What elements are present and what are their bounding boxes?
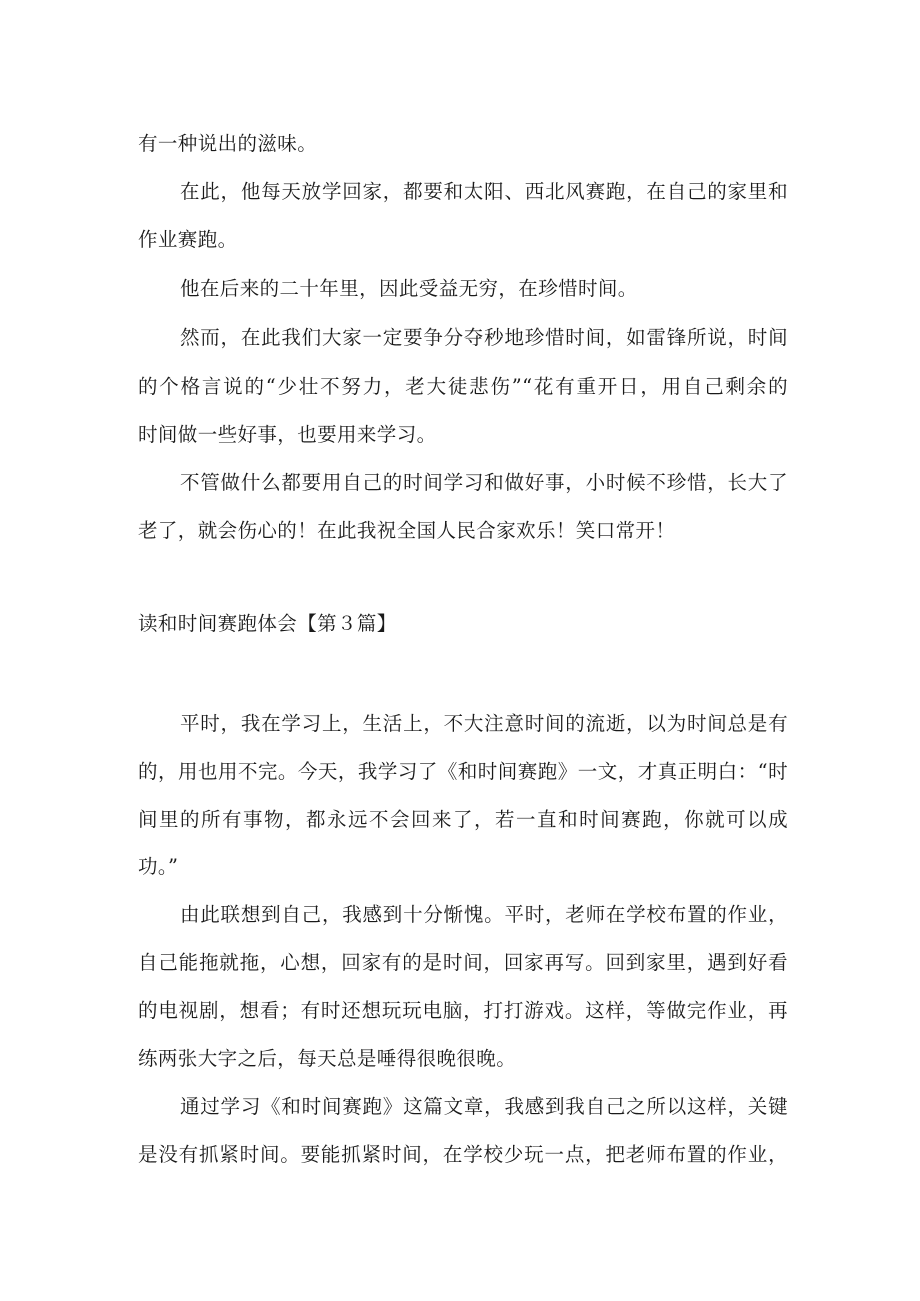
paragraph-line: 由此联想到自己，我感到十分惭愧。平时，老师在学校布置的作业， xyxy=(180,903,788,926)
paragraph-line: 自己能拖就拖，心想，回家有的是时间，回家再写。回到家里，遇到好看 xyxy=(138,951,788,974)
paragraph-line: 平时，我在学习上，生活上，不大注意时间的流逝，以为时间总是有 xyxy=(180,712,788,735)
paragraph-line: 然而，在此我们大家一定要争分夺秒地珍惜时间，如雷锋所说，时间 xyxy=(180,326,788,349)
paragraph-line: 在此，他每天放学回家，都要和太阳、西北风赛跑，在自己的家里和 xyxy=(180,180,788,203)
paragraph-line: 老了，就会伤心的！在此我祝全国人民合家欢乐！笑口常开！ xyxy=(138,519,676,542)
paragraph-line: 功。” xyxy=(138,855,179,878)
paragraph-line: 的个格言说的“少壮不努力，老大徒悲伤”“花有重开日，用自己剩余的 xyxy=(138,375,788,398)
paragraph-line: 练两张大字之后，每天总是唾得很晚很晚。 xyxy=(138,1047,517,1070)
paragraph-line: 有一种说出的滋味。 xyxy=(138,132,318,155)
paragraph-line: 间里的所有事物，都永远不会回来了，若一直和时间赛跑，你就可以成 xyxy=(138,808,788,831)
paragraph-line: 的，用也用不完。今天，我学习了《和时间赛跑》一文，才真正明白：“时 xyxy=(138,760,788,783)
section-heading: 读和时间赛跑体会【第３篇】 xyxy=(138,612,397,635)
paragraph-line: 时间做一些好事，也要用来学习。 xyxy=(138,423,437,446)
paragraph-line: 是没有抓紧时间。要能抓紧时间，在学校少玩一点，把老师布置的作业， xyxy=(138,1143,788,1166)
paragraph-line: 他在后来的二十年里，因此受益无穷，在珍惜时间。 xyxy=(180,277,638,300)
paragraph-line: 的电视剧，想看；有时还想玩玩电脑，打打游戏。这样，等做完作业，再 xyxy=(138,999,788,1022)
paragraph-line: 作业赛跑。 xyxy=(138,228,238,251)
paragraph-line: 不管做什么都要用自己的时间学习和做好事，小时候不珍惜，长大了 xyxy=(180,471,788,494)
paragraph-line: 通过学习《和时间赛跑》这篇文章，我感到我自己之所以这样，关键 xyxy=(180,1095,788,1118)
